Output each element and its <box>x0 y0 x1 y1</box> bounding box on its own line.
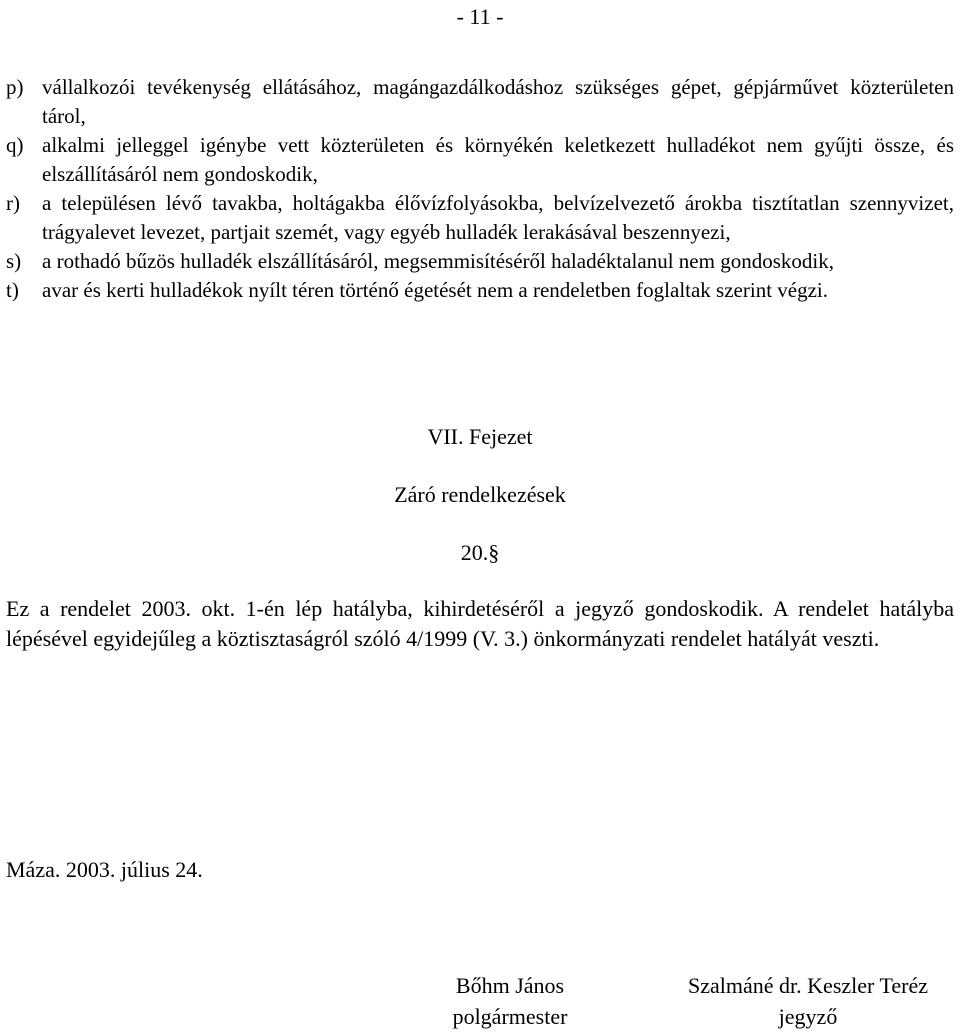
item-letter: t) <box>6 278 19 302</box>
list-item-p <box>6 73 954 131</box>
signature-role: polgármester <box>452 1004 568 1029</box>
item-text: alkalmi jelleggel igénybe vett közterületen és környékén keletkezett hulladékot nem gyűjti össze, és elszállításáról nem gondoskodik, <box>42 133 954 186</box>
item-text: a rothadó bűzös hulladék elszállításáról, megsemmisítéséről haladéktalanul nem gondoskodik, <box>42 249 834 273</box>
item-letter: s) <box>6 249 22 273</box>
item-text: avar és kerti hulladékok nyílt téren történő égetését nem a rendeletben foglaltak szerint végzi. <box>42 278 829 302</box>
item-text: a településen lévő tavakba, holtágakba élővízfolyásokba, belvízelvezető árokba tisztítatlan szennyvizet, trágyalevet levezet, partjait szemét, vagy egyéb hulladék lerakásával beszennyezi, <box>42 191 954 244</box>
closing-paragraph: Ez a rendelet 2003. okt. 1-én lép hatályba, kihirdetéséről a jegyző gondoskodik. A rendelet hatályba lépésével egyidejűleg a köztisztaságról szóló 4/1999 (V. 3.) önkormányzati rendelet hatályát veszti. <box>6 596 954 651</box>
list-item-t <box>6 276 954 305</box>
chapter-subtitle: Záró rendelkezések <box>394 482 566 507</box>
chapter-title: VII. Fejezet <box>427 424 533 449</box>
offense-list <box>6 73 954 305</box>
item-letter: r) <box>6 191 20 215</box>
section-number: 20.§ <box>460 540 500 565</box>
signature-notary <box>660 970 956 1032</box>
item-text: vállalkozói tevékenység ellátásához, magángazdálkodáshoz szükséges gépet, gépjárművet közterületen tárol, <box>42 75 954 128</box>
list-item-q <box>6 131 954 189</box>
page-number: - 11 - <box>456 4 504 29</box>
item-letter: p) <box>6 75 24 99</box>
list-item-r <box>6 189 954 247</box>
item-letter: q) <box>6 133 24 157</box>
date-line: Máza. 2003. július 24. <box>6 857 203 882</box>
signature-name: Bőhm János <box>455 973 565 998</box>
list-item-s <box>6 247 954 276</box>
signature-mayor <box>430 970 590 1032</box>
signature-role: jegyző <box>778 1004 838 1029</box>
signature-name: Szalmáné dr. Keszler Teréz <box>688 973 928 998</box>
